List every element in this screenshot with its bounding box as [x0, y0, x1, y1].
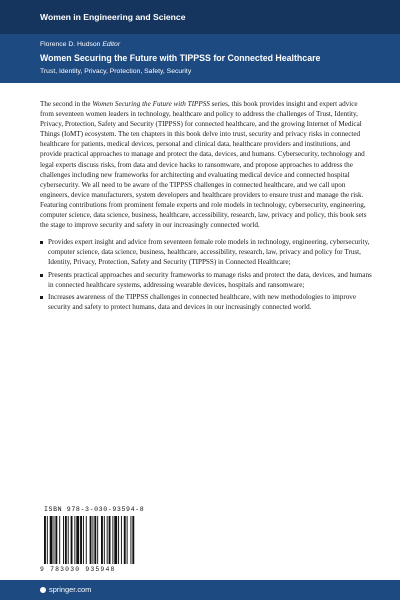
feature-text: Presents practical approaches and security frameworks to manage risks and protect the data, devices, and humans in connected healthcare systems, addressing wearable devices, hospitals and ransomware; [48, 270, 372, 289]
feature-list [40, 237, 372, 312]
publisher-link[interactable] [40, 585, 91, 594]
springer-horse-icon [40, 587, 46, 593]
editor-role: Editor [102, 41, 121, 48]
book-subtitle: Trust, Identity, Privacy, Protection, Safety, Security [40, 68, 192, 75]
barcode-block [40, 506, 176, 576]
series-reference: Women Securing the Future with TIPPSS [92, 100, 210, 108]
intro-text-rest: series, this book provides insight and expert advice from seventeen women leaders in technology, healthcare and policy to address the challenges of Trust, Identity, Privacy, Protection, Safety and Security (TIPPSS) for connected healthcare, and the growing Internet of Medical Things (IoMT) ecosystem. The ten chapters in this book delve into trust, security and privacy risks in connected healthcare for patients, medical devices, personal and clinical data, healthcare providers and institutions, and provide practical approaches to manage and protect the data, devices, and humans. Cybersecurity, technology and legal experts discuss risks, from data and device hacks to ransomware, and propose approaches to address the challenges including new frameworks for architecting and evaluating medical device and connected hospital cybersecurity. We all need to be aware of the TIPPSS challenges in connected healthcare, and we call upon engineers, device manufacturers, system developers and healthcare providers to ensure trust and manage the risk. Featuring contributions from prominent female experts and role models in technology, cybersecurity, engineering, computer science, data science, business, healthcare, accessibility, research, law, privacy and policy, this book sets the stage to improve security and safety in our increasingly connected world. [40, 100, 367, 230]
book-title: Women Securing the Future with TIPPSS for Connected Healthcare [40, 53, 321, 63]
intro-paragraph [40, 99, 372, 230]
description-body [40, 99, 372, 314]
isbn-label: ISBN 978-3-030-93594-8 [44, 506, 145, 513]
feature-item [40, 270, 372, 290]
feature-item [40, 237, 372, 267]
barcode-digits: 9 783030 935948 [40, 566, 116, 573]
publisher-url: springer.com [49, 585, 92, 594]
intro-text-start: The second in the [40, 100, 93, 108]
feature-item [40, 292, 372, 312]
bullet-icon [40, 241, 43, 244]
bullet-icon [40, 296, 43, 299]
barcode-icon [44, 516, 168, 566]
series-title: Women in Engineering and Science [40, 12, 186, 22]
feature-text: Provides expert insight and advice from seventeen female role models in technology, engineering, cybersecurity, computer science, data science, business, healthcare, accessibility, research, law, privacy and policy for Trust, Identity, Privacy, Protection, Safety and Security (TIPPSS) in Connected Healthcare; [48, 238, 370, 267]
bullet-icon [40, 274, 43, 277]
feature-text: Increases awareness of the TIPPSS challenges in connected healthcare, with new methodologies to improve security and safety to protect humans, data and devices in our increasingly connected world. [48, 292, 357, 311]
editor-line [40, 41, 120, 48]
editor-name: Florence D. Hudson [40, 41, 101, 48]
